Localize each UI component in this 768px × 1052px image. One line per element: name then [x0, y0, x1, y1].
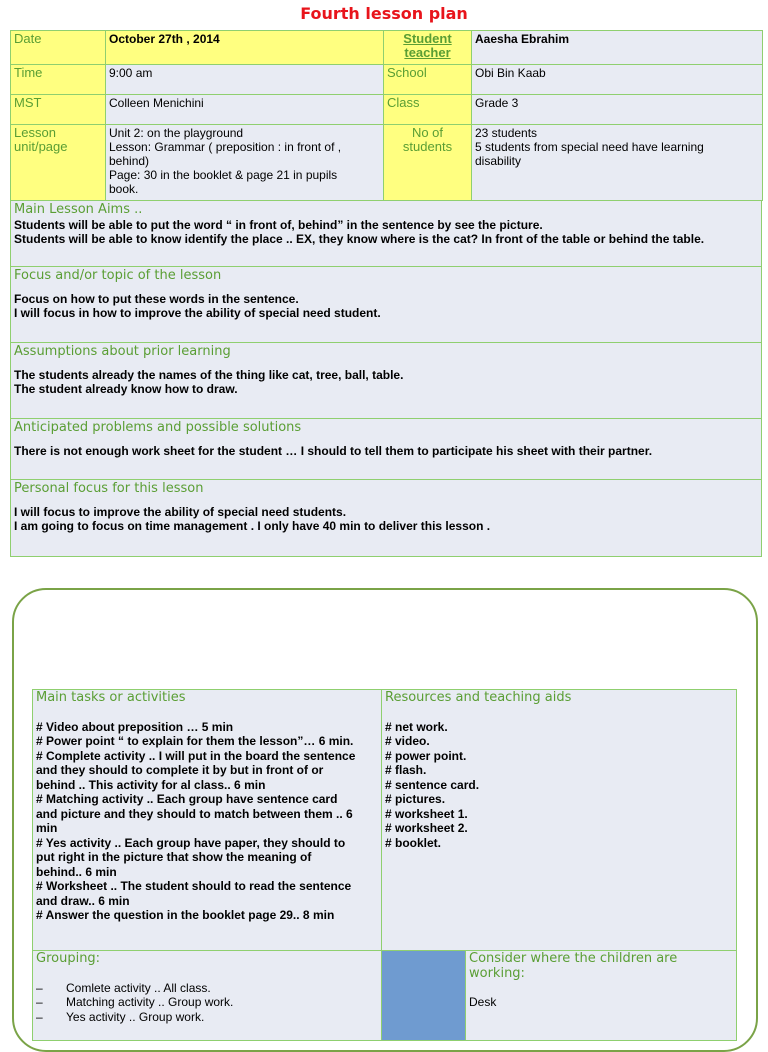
- student-teacher-label: Student teacher: [384, 31, 472, 65]
- list-item: – Comlete activity .. All class.: [36, 980, 211, 995]
- list-item: # Power point “ to explain for them the lesson”… 6 min.: [36, 734, 354, 748]
- list-item: # net work.: [385, 719, 448, 734]
- tasks-list: [36, 720, 378, 923]
- lesson-info-table: [10, 30, 763, 201]
- section-assumptions: [10, 342, 762, 420]
- lesson-line: Lesson: Grammar ( preposition : in front of ,: [109, 140, 342, 154]
- list-item: and they should to complete it by but in front of or: [36, 763, 324, 777]
- date-value: October 27th , 2014: [106, 31, 384, 65]
- lesson-line: Unit 2: on the playground: [109, 126, 244, 140]
- working-cell: [466, 951, 737, 1041]
- grouping-text: Comlete activity .. All class.: [66, 980, 211, 995]
- section-main-aims: [10, 200, 762, 268]
- section-heading: Main Lesson Aims ..: [14, 202, 143, 217]
- list-item: # Worksheet .. The student should to read the sentence: [36, 879, 352, 893]
- list-item: # video.: [385, 734, 430, 748]
- mst-value: Colleen Menichini: [106, 95, 384, 125]
- class-value: Grade 3: [472, 95, 763, 125]
- section-line: The students already the names of the thing like cat, tree, ball, table.: [14, 368, 404, 382]
- list-item: # worksheet 1.: [385, 806, 468, 821]
- students-line: 5 students from special need have learning: [475, 140, 704, 154]
- resources-cell: [382, 690, 737, 951]
- lesson-unit-label: Lesson unit/page: [11, 125, 106, 201]
- time-value: 9:00 am: [106, 65, 384, 95]
- mst-label: MST: [11, 95, 106, 125]
- students-value: [472, 125, 763, 201]
- list-item: # Yes activity .. Each group have paper, they should to: [36, 835, 346, 850]
- lesson-line: Page: 30 in the booklet & page 21 in pupils: [109, 168, 338, 182]
- grouping-heading: Grouping:: [36, 951, 101, 966]
- students-line: 23 students: [475, 126, 538, 140]
- tasks-heading: Main tasks or activities: [36, 690, 186, 705]
- students-label: No of students: [384, 125, 472, 201]
- lesson-line: behind): [109, 154, 150, 168]
- list-item: behind.. 6 min: [36, 864, 117, 879]
- section-focus: [10, 266, 762, 344]
- section-line: The student already know how to draw.: [14, 382, 238, 396]
- grouping-cell: [33, 951, 382, 1041]
- list-item: # Video about preposition … 5 min: [36, 719, 234, 734]
- student-teacher-value: Aaesha Ebrahim: [472, 31, 763, 65]
- section-personal-focus: [10, 479, 762, 557]
- list-item: # Complete activity .. I will put in the board the sentence: [36, 748, 356, 763]
- working-value: Desk: [469, 995, 497, 1009]
- class-label: Class: [384, 95, 472, 125]
- page-title: Fourth lesson plan: [300, 4, 468, 23]
- school-label: School: [384, 65, 472, 95]
- lesson-line: book.: [109, 182, 139, 196]
- time-label: Time: [11, 65, 106, 95]
- blue-cell: [382, 951, 466, 1041]
- working-heading: Consider where the children are working:: [469, 951, 678, 981]
- tasks-cell: [33, 690, 382, 951]
- list-item: # worksheet 2.: [385, 821, 468, 835]
- section-problems: [10, 418, 762, 481]
- section-line: I will focus in how to improve the ability of special need student.: [14, 306, 381, 320]
- list-item: and draw.. 6 min: [36, 893, 130, 908]
- list-item: min: [36, 821, 58, 835]
- list-item: # booklet.: [385, 835, 442, 850]
- resources-heading: Resources and teaching aids: [385, 690, 572, 705]
- list-item: # pictures.: [385, 792, 446, 806]
- section-line: Focus on how to put these words in the sentence.: [14, 292, 299, 306]
- section-heading: Assumptions about prior learning: [14, 344, 231, 359]
- list-item: behind .. This activity for al class.. 6 min: [36, 777, 266, 792]
- school-value: Obi Bin Kaab: [472, 65, 763, 95]
- list-item: # Answer the question in the booklet page 29.. 8 min: [36, 908, 335, 922]
- section-heading: Personal focus for this lesson: [14, 481, 204, 496]
- list-item: – Yes activity .. Group work.: [36, 1009, 205, 1024]
- list-item: # flash.: [385, 763, 427, 777]
- students-line: disability: [475, 154, 522, 168]
- date-label: Date: [11, 31, 106, 65]
- section-heading: Anticipated problems and possible solutions: [14, 420, 302, 435]
- section-line: I am going to focus on time management . I only have 40 min to deliver this lesson .: [14, 519, 491, 533]
- tasks-table: [32, 689, 737, 1041]
- lesson-unit-value: [106, 125, 384, 201]
- section-line: Students will be able to know identify the place .. EX, they know where is the cat? In front of the table or behind the table.: [14, 232, 705, 246]
- list-item: # power point.: [385, 748, 467, 763]
- section-heading: Focus and/or topic of the lesson: [14, 268, 222, 283]
- list-item: – Matching activity .. Group work.: [36, 995, 234, 1009]
- grouping-text: Matching activity .. Group work.: [66, 995, 234, 1009]
- grouping-text: Yes activity .. Group work.: [66, 1009, 205, 1024]
- grouping-list: [36, 981, 378, 1025]
- list-item: put right in the picture that show the meaning of: [36, 850, 312, 864]
- list-item: # sentence card.: [385, 777, 480, 792]
- list-item: # Matching activity .. Each group have sentence card: [36, 792, 338, 806]
- section-line: Students will be able to put the word “ in front of, behind” in the sentence by see the picture.: [14, 218, 543, 232]
- resources-list: [385, 720, 733, 851]
- section-line: I will focus to improve the ability of special need students.: [14, 505, 347, 519]
- section-line: There is not enough work sheet for the student … I should to tell them to participate his sheet with their partner.: [14, 444, 653, 458]
- list-item: and picture and they should to match between them .. 6: [36, 806, 353, 821]
